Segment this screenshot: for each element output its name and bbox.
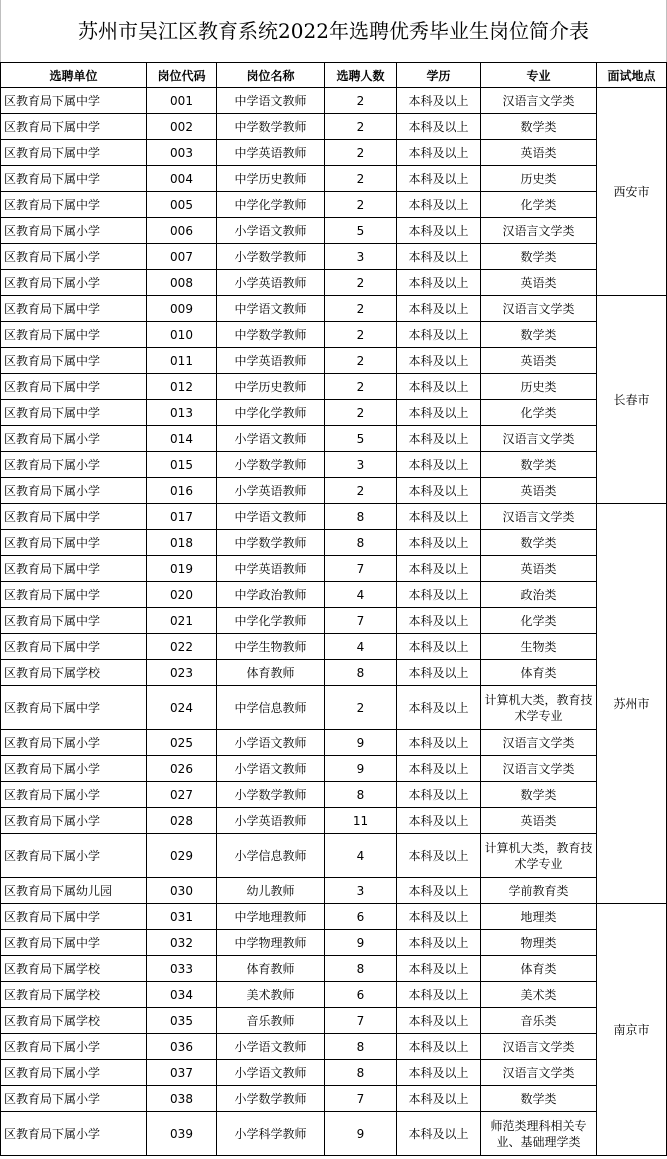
cell-position-name: 中学生物教师 xyxy=(217,634,325,660)
cell-code: 035 xyxy=(147,1008,217,1034)
cell-code: 032 xyxy=(147,930,217,956)
cell-unit: 区教育局下属中学 xyxy=(1,608,147,634)
cell-education: 本科及以上 xyxy=(397,296,481,322)
cell-count: 4 xyxy=(325,582,397,608)
cell-position-name: 音乐教师 xyxy=(217,1008,325,1034)
cell-position-name: 中学化学教师 xyxy=(217,608,325,634)
cell-count: 8 xyxy=(325,956,397,982)
cell-education: 本科及以上 xyxy=(397,88,481,114)
header-row xyxy=(1,63,667,88)
cell-code: 014 xyxy=(147,426,217,452)
cell-unit: 区教育局下属中学 xyxy=(1,930,147,956)
table-row xyxy=(1,834,667,878)
cell-code: 007 xyxy=(147,244,217,270)
cell-major: 数学类 xyxy=(481,530,597,556)
cell-unit: 区教育局下属中学 xyxy=(1,634,147,660)
table-row xyxy=(1,686,667,730)
cell-code: 030 xyxy=(147,878,217,904)
cell-position-name: 小学语文教师 xyxy=(217,1034,325,1060)
cell-major: 化学类 xyxy=(481,400,597,426)
cell-position-name: 中学化学教师 xyxy=(217,192,325,218)
cell-code: 011 xyxy=(147,348,217,374)
cell-count: 2 xyxy=(325,140,397,166)
cell-education: 本科及以上 xyxy=(397,166,481,192)
cell-count: 3 xyxy=(325,244,397,270)
cell-code: 025 xyxy=(147,730,217,756)
table-row xyxy=(1,982,667,1008)
cell-count: 2 xyxy=(325,166,397,192)
cell-count: 2 xyxy=(325,348,397,374)
cell-count: 8 xyxy=(325,1034,397,1060)
cell-position-name: 中学地理教师 xyxy=(217,904,325,930)
cell-position-name: 小学科学教师 xyxy=(217,1112,325,1156)
table-row xyxy=(1,1060,667,1086)
cell-unit: 区教育局下属中学 xyxy=(1,166,147,192)
cell-major: 汉语言文学类 xyxy=(481,730,597,756)
table-row xyxy=(1,348,667,374)
cell-code: 012 xyxy=(147,374,217,400)
cell-count: 7 xyxy=(325,608,397,634)
table-row xyxy=(1,192,667,218)
cell-unit: 区教育局下属中学 xyxy=(1,322,147,348)
cell-count: 6 xyxy=(325,982,397,1008)
cell-major: 学前教育类 xyxy=(481,878,597,904)
table-row xyxy=(1,634,667,660)
cell-code: 017 xyxy=(147,504,217,530)
cell-major: 汉语言文学类 xyxy=(481,296,597,322)
cell-position-name: 小学信息教师 xyxy=(217,834,325,878)
cell-major: 英语类 xyxy=(481,556,597,582)
header-code: 岗位代码 xyxy=(147,63,217,88)
cell-code: 023 xyxy=(147,660,217,686)
page-title: 苏州市吴江区教育系统2022年选聘优秀毕业生岗位简介表 xyxy=(0,0,667,62)
table-row xyxy=(1,244,667,270)
cell-education: 本科及以上 xyxy=(397,504,481,530)
table-row xyxy=(1,608,667,634)
header-location: 面试地点 xyxy=(597,63,667,88)
cell-position-name: 小学英语教师 xyxy=(217,478,325,504)
cell-code: 006 xyxy=(147,218,217,244)
cell-code: 034 xyxy=(147,982,217,1008)
cell-position-name: 小学语文教师 xyxy=(217,426,325,452)
cell-education: 本科及以上 xyxy=(397,556,481,582)
cell-unit: 区教育局下属中学 xyxy=(1,348,147,374)
table-row xyxy=(1,730,667,756)
cell-unit: 区教育局下属小学 xyxy=(1,756,147,782)
cell-code: 033 xyxy=(147,956,217,982)
cell-unit: 区教育局下属学校 xyxy=(1,1008,147,1034)
cell-unit: 区教育局下属中学 xyxy=(1,400,147,426)
cell-code: 020 xyxy=(147,582,217,608)
cell-code: 008 xyxy=(147,270,217,296)
cell-position-name: 中学信息教师 xyxy=(217,686,325,730)
cell-count: 2 xyxy=(325,686,397,730)
cell-position-name: 小学语文教师 xyxy=(217,730,325,756)
cell-count: 2 xyxy=(325,270,397,296)
cell-major: 化学类 xyxy=(481,608,597,634)
cell-education: 本科及以上 xyxy=(397,1034,481,1060)
cell-code: 028 xyxy=(147,808,217,834)
cell-major: 历史类 xyxy=(481,166,597,192)
cell-position-name: 中学英语教师 xyxy=(217,556,325,582)
cell-position-name: 小学数学教师 xyxy=(217,452,325,478)
cell-unit: 区教育局下属学校 xyxy=(1,956,147,982)
cell-unit: 区教育局下属小学 xyxy=(1,730,147,756)
cell-count: 2 xyxy=(325,296,397,322)
table-row xyxy=(1,756,667,782)
cell-count: 3 xyxy=(325,878,397,904)
table-row xyxy=(1,296,667,322)
cell-code: 002 xyxy=(147,114,217,140)
cell-education: 本科及以上 xyxy=(397,1086,481,1112)
header-major: 专业 xyxy=(481,63,597,88)
cell-unit: 区教育局下属小学 xyxy=(1,1086,147,1112)
header-education: 学历 xyxy=(397,63,481,88)
cell-major: 美术类 xyxy=(481,982,597,1008)
cell-code: 036 xyxy=(147,1034,217,1060)
cell-education: 本科及以上 xyxy=(397,730,481,756)
table-row xyxy=(1,556,667,582)
cell-education: 本科及以上 xyxy=(397,244,481,270)
cell-count: 2 xyxy=(325,478,397,504)
cell-unit: 区教育局下属小学 xyxy=(1,1034,147,1060)
header-unit: 选聘单位 xyxy=(1,63,147,88)
cell-major: 数学类 xyxy=(481,244,597,270)
cell-unit: 区教育局下属小学 xyxy=(1,270,147,296)
cell-count: 4 xyxy=(325,634,397,660)
cell-code: 039 xyxy=(147,1112,217,1156)
cell-major: 数学类 xyxy=(481,322,597,348)
cell-position-name: 小学语文教师 xyxy=(217,218,325,244)
cell-code: 019 xyxy=(147,556,217,582)
cell-education: 本科及以上 xyxy=(397,982,481,1008)
cell-count: 3 xyxy=(325,452,397,478)
cell-position-name: 中学物理教师 xyxy=(217,930,325,956)
cell-unit: 区教育局下属中学 xyxy=(1,296,147,322)
cell-code: 013 xyxy=(147,400,217,426)
header-count: 选聘人数 xyxy=(325,63,397,88)
cell-education: 本科及以上 xyxy=(397,478,481,504)
cell-code: 021 xyxy=(147,608,217,634)
table-row xyxy=(1,400,667,426)
cell-major: 生物类 xyxy=(481,634,597,660)
cell-major: 音乐类 xyxy=(481,1008,597,1034)
table-row xyxy=(1,782,667,808)
cell-major: 英语类 xyxy=(481,348,597,374)
cell-position-name: 中学英语教师 xyxy=(217,348,325,374)
cell-major: 英语类 xyxy=(481,140,597,166)
cell-position-name: 体育教师 xyxy=(217,956,325,982)
cell-count: 4 xyxy=(325,834,397,878)
cell-count: 2 xyxy=(325,374,397,400)
cell-position-name: 小学语文教师 xyxy=(217,756,325,782)
cell-position-name: 中学语文教师 xyxy=(217,296,325,322)
cell-major: 计算机大类，教育技术学专业 xyxy=(481,834,597,878)
cell-interview-location: 苏州市 xyxy=(597,504,667,904)
cell-education: 本科及以上 xyxy=(397,808,481,834)
cell-position-name: 中学历史教师 xyxy=(217,166,325,192)
cell-unit: 区教育局下属中学 xyxy=(1,192,147,218)
table-row xyxy=(1,88,667,114)
cell-position-name: 小学数学教师 xyxy=(217,782,325,808)
cell-education: 本科及以上 xyxy=(397,582,481,608)
cell-count: 11 xyxy=(325,808,397,834)
cell-unit: 区教育局下属中学 xyxy=(1,504,147,530)
cell-count: 7 xyxy=(325,556,397,582)
table-row xyxy=(1,660,667,686)
cell-education: 本科及以上 xyxy=(397,878,481,904)
cell-major: 地理类 xyxy=(481,904,597,930)
cell-count: 8 xyxy=(325,782,397,808)
cell-code: 009 xyxy=(147,296,217,322)
cell-unit: 区教育局下属小学 xyxy=(1,452,147,478)
cell-major: 汉语言文学类 xyxy=(481,88,597,114)
cell-major: 汉语言文学类 xyxy=(481,218,597,244)
cell-unit: 区教育局下属中学 xyxy=(1,530,147,556)
cell-major: 体育类 xyxy=(481,956,597,982)
cell-major: 英语类 xyxy=(481,478,597,504)
cell-unit: 区教育局下属中学 xyxy=(1,556,147,582)
cell-interview-location: 长春市 xyxy=(597,296,667,504)
table-row xyxy=(1,114,667,140)
table-row xyxy=(1,1112,667,1156)
cell-education: 本科及以上 xyxy=(397,782,481,808)
cell-unit: 区教育局下属小学 xyxy=(1,782,147,808)
table-row xyxy=(1,218,667,244)
cell-position-name: 小学数学教师 xyxy=(217,1086,325,1112)
cell-position-name: 中学数学教师 xyxy=(217,530,325,556)
table-row xyxy=(1,452,667,478)
cell-position-name: 中学历史教师 xyxy=(217,374,325,400)
table-row xyxy=(1,956,667,982)
cell-major: 汉语言文学类 xyxy=(481,1060,597,1086)
cell-count: 6 xyxy=(325,904,397,930)
positions-table xyxy=(0,62,667,1156)
cell-major: 汉语言文学类 xyxy=(481,426,597,452)
cell-unit: 区教育局下属小学 xyxy=(1,426,147,452)
cell-count: 9 xyxy=(325,756,397,782)
cell-education: 本科及以上 xyxy=(397,452,481,478)
table-row xyxy=(1,504,667,530)
cell-major: 数学类 xyxy=(481,114,597,140)
cell-code: 024 xyxy=(147,686,217,730)
cell-position-name: 中学政治教师 xyxy=(217,582,325,608)
cell-education: 本科及以上 xyxy=(397,686,481,730)
cell-major: 历史类 xyxy=(481,374,597,400)
cell-code: 001 xyxy=(147,88,217,114)
cell-count: 8 xyxy=(325,1060,397,1086)
cell-unit: 区教育局下属中学 xyxy=(1,904,147,930)
table-row xyxy=(1,930,667,956)
table-row xyxy=(1,1008,667,1034)
cell-unit: 区教育局下属小学 xyxy=(1,1060,147,1086)
cell-position-name: 中学数学教师 xyxy=(217,114,325,140)
cell-code: 016 xyxy=(147,478,217,504)
table-row xyxy=(1,140,667,166)
cell-major: 化学类 xyxy=(481,192,597,218)
cell-unit: 区教育局下属小学 xyxy=(1,244,147,270)
cell-count: 2 xyxy=(325,114,397,140)
cell-major: 汉语言文学类 xyxy=(481,756,597,782)
cell-count: 7 xyxy=(325,1008,397,1034)
cell-count: 5 xyxy=(325,426,397,452)
cell-education: 本科及以上 xyxy=(397,634,481,660)
cell-count: 7 xyxy=(325,1086,397,1112)
cell-code: 003 xyxy=(147,140,217,166)
header-name: 岗位名称 xyxy=(217,63,325,88)
cell-major: 数学类 xyxy=(481,452,597,478)
cell-interview-location: 西安市 xyxy=(597,88,667,296)
table-row xyxy=(1,374,667,400)
cell-education: 本科及以上 xyxy=(397,140,481,166)
cell-education: 本科及以上 xyxy=(397,192,481,218)
cell-count: 2 xyxy=(325,88,397,114)
cell-education: 本科及以上 xyxy=(397,756,481,782)
cell-position-name: 小学英语教师 xyxy=(217,270,325,296)
cell-interview-location: 南京市 xyxy=(597,904,667,1156)
cell-code: 026 xyxy=(147,756,217,782)
cell-code: 005 xyxy=(147,192,217,218)
cell-position-name: 小学语文教师 xyxy=(217,1060,325,1086)
cell-count: 5 xyxy=(325,218,397,244)
cell-code: 029 xyxy=(147,834,217,878)
cell-code: 022 xyxy=(147,634,217,660)
cell-education: 本科及以上 xyxy=(397,218,481,244)
cell-major: 体育类 xyxy=(481,660,597,686)
cell-major: 英语类 xyxy=(481,808,597,834)
cell-education: 本科及以上 xyxy=(397,834,481,878)
cell-major: 物理类 xyxy=(481,930,597,956)
table-row xyxy=(1,166,667,192)
cell-education: 本科及以上 xyxy=(397,930,481,956)
cell-major: 计算机大类，教育技术学专业 xyxy=(481,686,597,730)
cell-major: 政治类 xyxy=(481,582,597,608)
cell-education: 本科及以上 xyxy=(397,400,481,426)
cell-code: 031 xyxy=(147,904,217,930)
cell-major: 汉语言文学类 xyxy=(481,1034,597,1060)
cell-count: 8 xyxy=(325,530,397,556)
cell-position-name: 中学语文教师 xyxy=(217,504,325,530)
table-row xyxy=(1,530,667,556)
cell-position-name: 美术教师 xyxy=(217,982,325,1008)
cell-education: 本科及以上 xyxy=(397,956,481,982)
cell-count: 2 xyxy=(325,322,397,348)
cell-code: 018 xyxy=(147,530,217,556)
table-row xyxy=(1,426,667,452)
cell-unit: 区教育局下属小学 xyxy=(1,834,147,878)
table-row xyxy=(1,1086,667,1112)
cell-education: 本科及以上 xyxy=(397,1060,481,1086)
cell-education: 本科及以上 xyxy=(397,530,481,556)
cell-education: 本科及以上 xyxy=(397,114,481,140)
cell-unit: 区教育局下属学校 xyxy=(1,982,147,1008)
cell-position-name: 幼儿教师 xyxy=(217,878,325,904)
table-row xyxy=(1,478,667,504)
cell-position-name: 中学数学教师 xyxy=(217,322,325,348)
table-row xyxy=(1,878,667,904)
cell-position-name: 中学语文教师 xyxy=(217,88,325,114)
cell-unit: 区教育局下属中学 xyxy=(1,88,147,114)
cell-education: 本科及以上 xyxy=(397,374,481,400)
cell-position-name: 中学英语教师 xyxy=(217,140,325,166)
cell-code: 027 xyxy=(147,782,217,808)
table-row xyxy=(1,322,667,348)
cell-count: 9 xyxy=(325,1112,397,1156)
cell-position-name: 中学化学教师 xyxy=(217,400,325,426)
table-row xyxy=(1,270,667,296)
cell-unit: 区教育局下属中学 xyxy=(1,114,147,140)
cell-unit: 区教育局下属中学 xyxy=(1,374,147,400)
cell-count: 9 xyxy=(325,730,397,756)
table-row xyxy=(1,808,667,834)
cell-major: 师范类理科相关专业、基础理学类 xyxy=(481,1112,597,1156)
cell-count: 8 xyxy=(325,660,397,686)
cell-education: 本科及以上 xyxy=(397,270,481,296)
cell-count: 9 xyxy=(325,930,397,956)
cell-code: 037 xyxy=(147,1060,217,1086)
cell-code: 038 xyxy=(147,1086,217,1112)
table-row xyxy=(1,1034,667,1060)
cell-count: 2 xyxy=(325,192,397,218)
cell-unit: 区教育局下属中学 xyxy=(1,686,147,730)
cell-major: 数学类 xyxy=(481,782,597,808)
cell-code: 004 xyxy=(147,166,217,192)
cell-education: 本科及以上 xyxy=(397,1008,481,1034)
cell-unit: 区教育局下属学校 xyxy=(1,660,147,686)
cell-education: 本科及以上 xyxy=(397,322,481,348)
cell-major: 数学类 xyxy=(481,1086,597,1112)
table-row xyxy=(1,582,667,608)
cell-education: 本科及以上 xyxy=(397,1112,481,1156)
cell-position-name: 体育教师 xyxy=(217,660,325,686)
cell-education: 本科及以上 xyxy=(397,426,481,452)
cell-code: 010 xyxy=(147,322,217,348)
cell-education: 本科及以上 xyxy=(397,660,481,686)
cell-major: 汉语言文学类 xyxy=(481,504,597,530)
cell-unit: 区教育局下属小学 xyxy=(1,218,147,244)
cell-unit: 区教育局下属中学 xyxy=(1,140,147,166)
cell-unit: 区教育局下属小学 xyxy=(1,808,147,834)
cell-unit: 区教育局下属小学 xyxy=(1,478,147,504)
cell-education: 本科及以上 xyxy=(397,608,481,634)
cell-position-name: 小学英语教师 xyxy=(217,808,325,834)
cell-education: 本科及以上 xyxy=(397,348,481,374)
table-row xyxy=(1,904,667,930)
cell-unit: 区教育局下属小学 xyxy=(1,1112,147,1156)
cell-count: 8 xyxy=(325,504,397,530)
cell-education: 本科及以上 xyxy=(397,904,481,930)
cell-count: 2 xyxy=(325,400,397,426)
cell-unit: 区教育局下属中学 xyxy=(1,582,147,608)
cell-unit: 区教育局下属幼儿园 xyxy=(1,878,147,904)
cell-position-name: 小学数学教师 xyxy=(217,244,325,270)
cell-major: 英语类 xyxy=(481,270,597,296)
cell-code: 015 xyxy=(147,452,217,478)
